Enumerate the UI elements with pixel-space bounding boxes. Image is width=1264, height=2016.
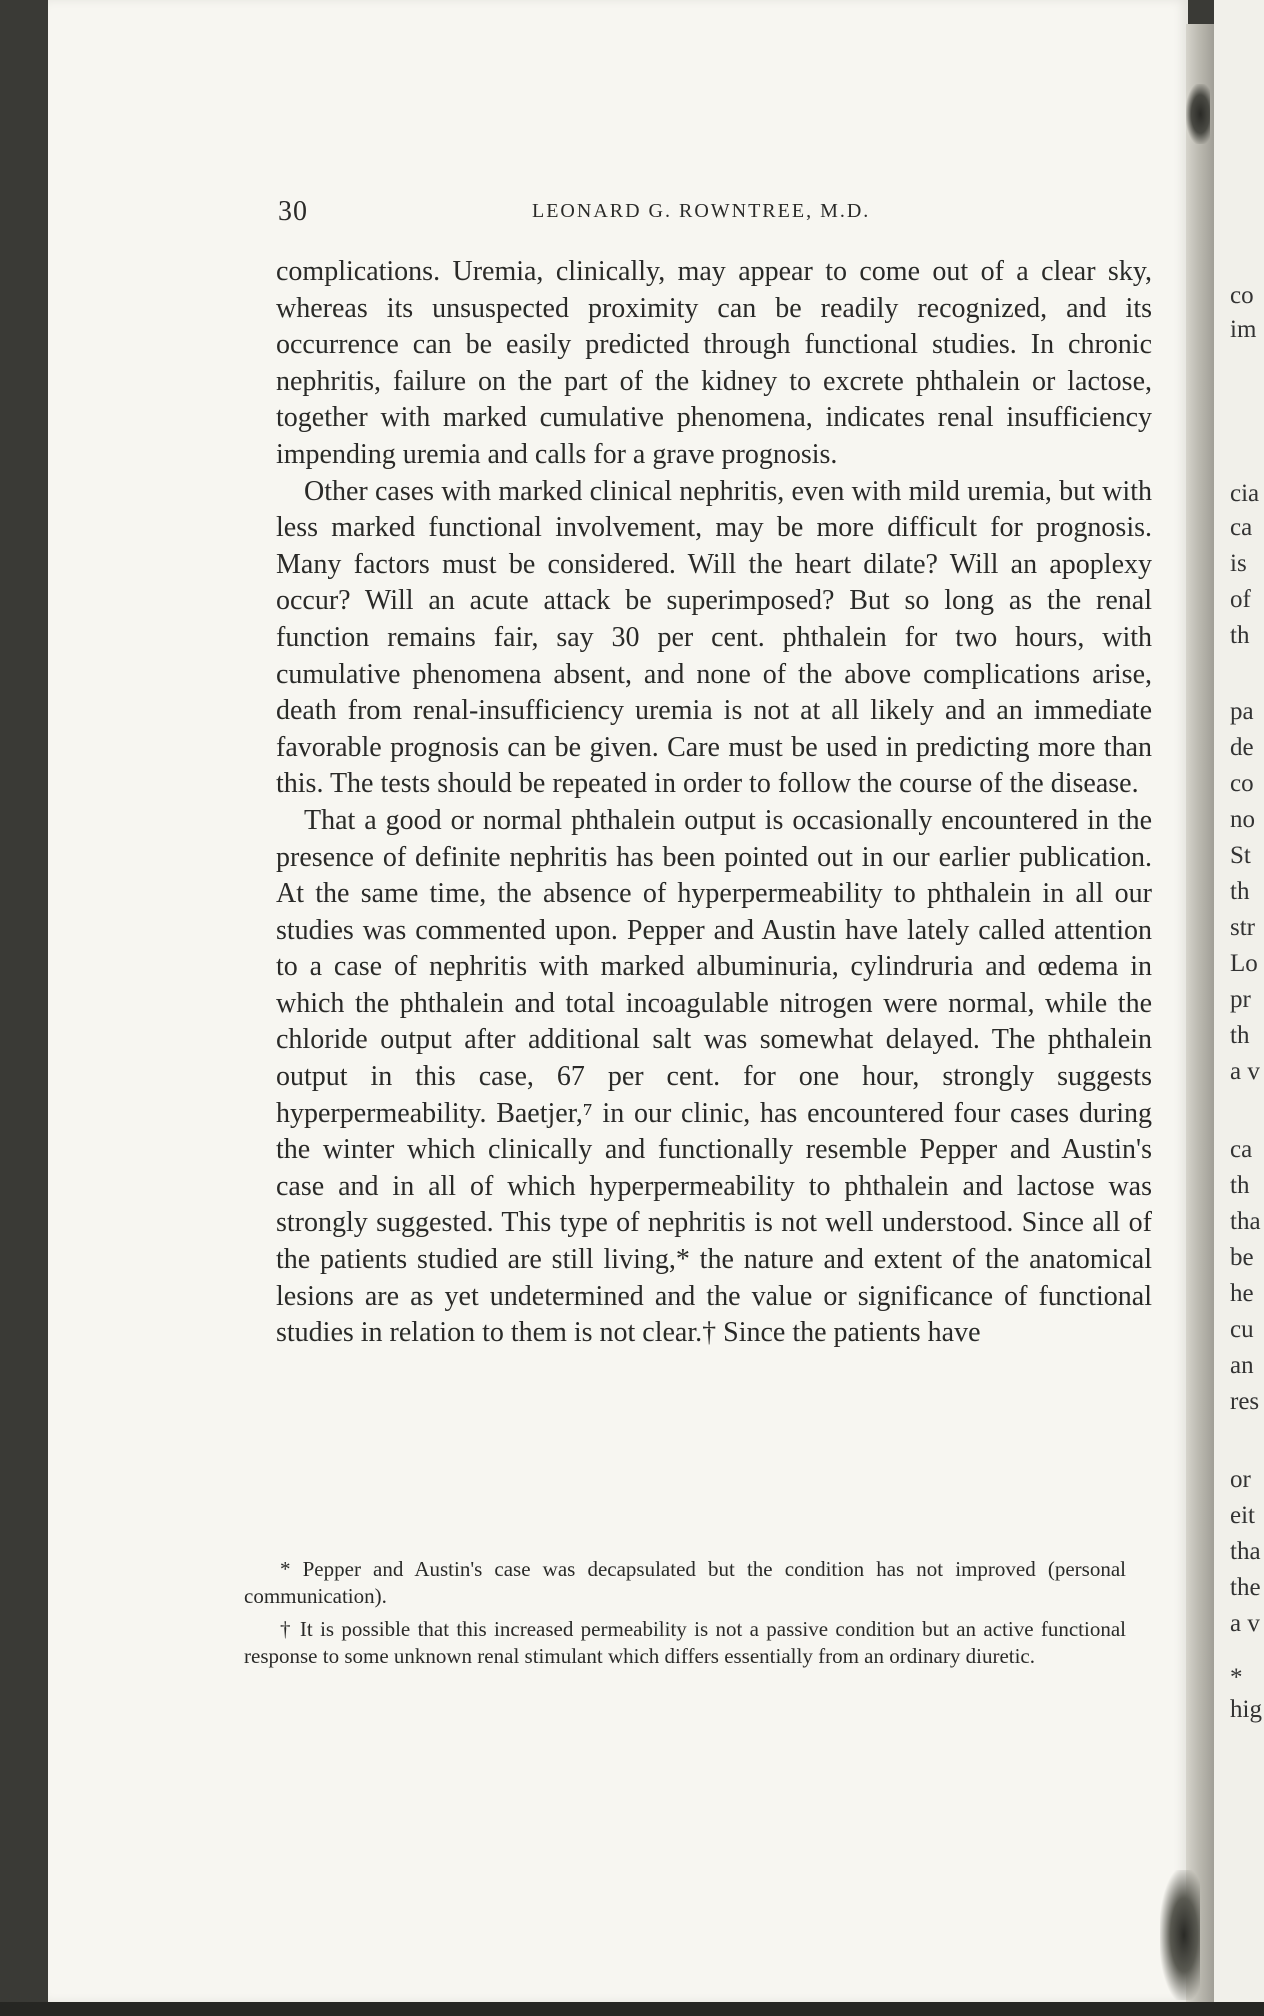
running-head: LEONARD G. ROWNTREE, M.D. xyxy=(532,200,871,222)
facing-page-fragment: th xyxy=(1230,878,1250,905)
facing-page-fragment: res xyxy=(1230,1388,1260,1415)
facing-page-fragment: an xyxy=(1230,1352,1254,1379)
footnote: * Pepper and Austin's case was decapsulated but the condition has not improved (personal communication). xyxy=(244,1557,1126,1608)
facing-page-fragment: St xyxy=(1230,842,1251,869)
facing-page-fragment: ca xyxy=(1230,514,1253,541)
facing-page-fragment: * xyxy=(1230,1664,1243,1691)
facing-page-fragment: or xyxy=(1230,1466,1251,1493)
facing-page-fragment: hig xyxy=(1230,1696,1262,1723)
facing-page-fragment: th xyxy=(1230,622,1250,649)
facing-page-fragment: pa xyxy=(1230,698,1254,725)
facing-page-fragment: pr xyxy=(1230,986,1251,1013)
facing-page-fragment: th xyxy=(1230,1172,1250,1199)
facing-page-fragment: tha xyxy=(1230,1538,1261,1565)
facing-page-edge xyxy=(1214,0,1264,2016)
facing-page-fragment: str xyxy=(1230,914,1255,941)
facing-page-fragment: cu xyxy=(1230,1316,1254,1343)
binding-shadow-bottom xyxy=(1160,1870,1200,2000)
binding-shadow-top xyxy=(1186,84,1210,144)
facing-page-fragment: co xyxy=(1230,282,1254,309)
facing-page-fragment: a v xyxy=(1230,1058,1260,1085)
paragraph: complications. Uremia, clinically, may appear to come out of a clear sky, whereas its unsuspected proximity can be readily recognized, and its occurrence can be easily predicted through functional studies. In chronic nephritis, failure on the part of the kidney to excrete phthalein or lactose, together with marked cumulative phenomena, indicates renal insufficiency impending uremia and calls for a grave prognosis. xyxy=(276,256,1152,470)
facing-page-fragment: of xyxy=(1230,586,1251,613)
facing-page-fragment: tha xyxy=(1230,1208,1261,1235)
page-header xyxy=(278,196,1098,236)
facing-page-fragment: Lo xyxy=(1230,950,1258,977)
facing-page-fragment: he xyxy=(1230,1280,1254,1307)
paragraph: Other cases with marked clinical nephritis, even with mild uremia, but with less marked functional involvement, may be more difficult for prognosis. Many factors must be considered. Will the heart dilate? Will an apoplexy occur? Will an acute attack be superimposed? But so long as the renal function remains fair, say 30 per cent. phthalein for two hours, with cumulative phenomena absent, and none of the above complications arise, death from renal-insufficiency uremia is not at all likely and an immediate favorable prognosis can be given. Care must be used in predicting more than this. The tests should be repeated in order to follow the course of the disease. xyxy=(276,475,1152,800)
footnote: † It is possible that this increased permeability is not a passive condition but an active functional response to some unknown renal stimulant which differs essentially from an ordinary diuretic. xyxy=(244,1617,1126,1668)
book-binding xyxy=(1186,24,1216,2014)
facing-page-fragment: ca xyxy=(1230,1136,1253,1163)
facing-page-fragment: th xyxy=(1230,1022,1250,1049)
facing-page-fragment: eit xyxy=(1230,1502,1255,1529)
scan-bottom-edge xyxy=(0,2002,1264,2016)
footnotes xyxy=(244,1556,1126,1670)
paragraph: That a good or normal phthalein output is occasionally encountered in the presence of definite nephritis has been pointed out in our earlier publication. At the same time, the absence of hyperpermeability to phthalein in all our studies was commented upon. Pepper and Austin have lately called attention to a case of nephritis with marked albuminuria, cylindruria and œdema in which the phthalein and total incoagulable nitrogen were normal, while the chloride output after additional salt was somewhat delayed. The phthalein output in this case, 67 per cent. for one hour, strongly suggests hyperpermeability. Baetjer,⁷ in our clinic, has encountered four cases during the winter which clinically and functionally resemble Pepper and Austin's case and in all of which hyperpermeability to phthalein and lactose was strongly suggested. This type of nephritis is not well understood. Since all of the patients studied are still living,* the nature and extent of the anatomical lesions are as yet undetermined and the value or significance of functional studies in relation to them is not clear.† Since the patients have xyxy=(276,804,1152,1349)
facing-page-fragment: de xyxy=(1230,734,1254,761)
facing-page-fragment: a v xyxy=(1230,1610,1260,1637)
facing-page-fragment: is xyxy=(1230,550,1247,577)
facing-page-fragment: the xyxy=(1230,1574,1261,1601)
facing-page-fragment: no xyxy=(1230,806,1255,833)
body-text xyxy=(276,254,1152,1352)
facing-page-fragment: co xyxy=(1230,770,1254,797)
facing-page-fragment: cia xyxy=(1230,480,1260,507)
facing-page-fragment: be xyxy=(1230,1244,1254,1271)
page-number: 30 xyxy=(278,196,308,227)
facing-page-fragment: im xyxy=(1230,316,1257,343)
